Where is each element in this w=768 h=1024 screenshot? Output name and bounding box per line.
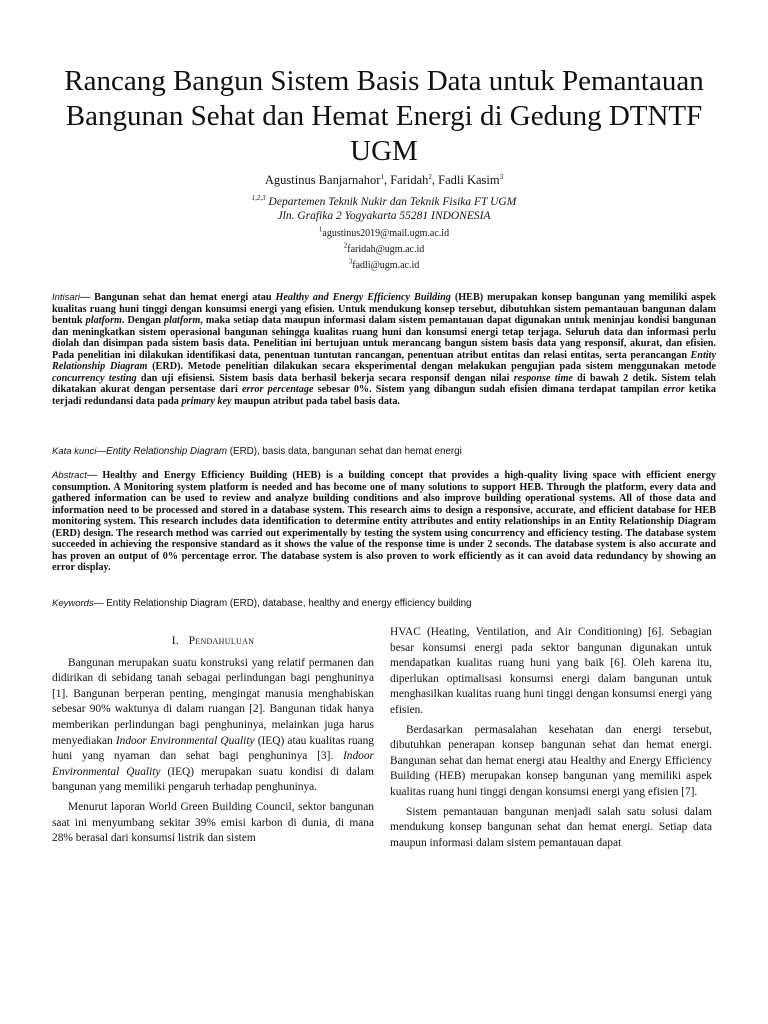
italic-term: primary key <box>181 395 232 407</box>
body-paragraph: Menurut laporan World Green Building Council, sektor bangunan saat ini menyumbang sekitar 39% emisi karbon di dunia, di mana 28% berasal dari konsumsi listrik dan sistem <box>52 800 374 845</box>
text: ketika terjadi redundansi data pada <box>52 384 716 407</box>
intisari-paragraph <box>52 292 716 407</box>
paper-title: Rancang Bangun Sistem Basis Data untuk Pemantauan Bangunan Sehat dan Hemat Energi di Gedung DTNTF UGM <box>64 65 704 167</box>
keywords-label: Keywords <box>52 598 94 609</box>
affiliation <box>40 195 728 223</box>
italic-term: platform <box>164 315 201 326</box>
text: maupun atribut pada tabel basis data. <box>231 395 400 407</box>
author-separator: , <box>431 173 439 187</box>
dash: — <box>96 446 107 457</box>
author-sup: 3 <box>499 172 504 181</box>
kata-kunci-label: Kata kunci <box>52 446 97 457</box>
body-paragraph: Sistem pemantauan bangunan menjadi salah satu solusi dalam mendukung konsep bangunan sehat dan hemat energi. Setiap data maupun informasi dalam sistem pemantauan dapat <box>390 805 712 849</box>
text: sebesar 0%. Sistem yang dibangun sudah efisien dimana terdapat tampilan <box>313 384 664 395</box>
text: Bangunan sehat dan hemat energi atau <box>94 292 276 303</box>
affiliation-sup: 1,2,3 <box>251 194 266 203</box>
italic-term: error <box>663 384 685 395</box>
text: Bangunan merupakan suatu konstruksi yang relatif permanen dan didirikan di sebidang tanah sebagai perlindungan bagi penghuninya [1]. Bangunan berperan penting, mengingat manusia menghabiskan sebesar 90% waktunya di dalam ruangan [2]. Bangunan tidak hanya memberikan perlindungan bagi penghuninya, melainkan juga harus menyediakan <box>52 656 374 747</box>
section-number: I. <box>171 635 180 647</box>
text: (IEQ) merupakan suatu kondisi di dalam bangunan yang memiliki pengaruh terhadap penghuninya. <box>52 765 375 794</box>
italic-term: Healthy and Energy Efficiency Building <box>275 292 451 303</box>
keywords-text: Entity Relationship Diagram (ERD), database, healthy and energy efficiency building <box>106 598 472 609</box>
author-separator: , <box>383 173 391 187</box>
body-paragraph <box>52 656 374 796</box>
email-address[interactable]: fadli@ugm.ac.id <box>352 260 420 271</box>
email-sup: 2 <box>343 241 348 250</box>
italic-term: Entity Relationship Diagram <box>106 446 228 457</box>
affiliation-address: Jln. Grafika 2 Yogyakarta 55281 INDONESIA <box>277 210 491 222</box>
affiliation-line: Departemen Teknik Nukir dan Teknik Fisika FT UGM <box>265 196 517 208</box>
author-list <box>40 173 728 188</box>
italic-term: concurrency testing <box>52 372 137 384</box>
text: (HEB) merupakan konsep bangunan yang memiliki aspek kualitas ruang huni tinggi dengan konsumsi energi yang efisien. Untuk mendukung konsep tersebut, dibutuhkan sistem pemantauan bangunan dalam bentuk <box>52 292 717 326</box>
kata-kunci-line <box>52 446 716 457</box>
author-name: Fadli Kasim <box>438 173 500 187</box>
author-name: Agustinus Banjarnahor <box>264 173 381 187</box>
text: dan uji efisiensi. Sistem basis data berhasil bekerja secara responsif dengan nilai <box>136 372 514 384</box>
email-address[interactable]: faridah@ugm.ac.id <box>347 244 425 255</box>
text: . Dengan <box>121 315 165 326</box>
abstract-label: Abstract <box>52 470 87 481</box>
email-line <box>40 257 728 271</box>
dash: — <box>86 470 103 481</box>
abstract-text: Healthy and Energy Efficiency Building (HEB) is a building concept that provides a high-quality living space with efficient energy consumption. A Monitoring system platform is needed and has become one of many solutions to support HEB. Through the platform, every data and gathered information can be used to review and analyze building conditions and also improve building operational systems. All of those data and information need to be processed and stored in a database system. This research aims to design a responsive, accurate, and efficient database for HEB monitoring system. This research includes data identification to determine entity attributes and entity relationships in an Entity Relationship Diagram (ERD) design. The research method was carried out experimentally by testing the system using concurrency and efficiency testing. The database system succeeded in achieving the responsive standard as it shows the value of the response time is under 2 seconds. The database system is also accurate and has proven an output of 0% percentage error. The database system is also proven to work efficiently as it can avoid data redundancy by showing an error display. <box>52 470 717 573</box>
italic-term: Indoor Environmental Quality <box>52 750 374 778</box>
text: (ERD). Metode penelitian dilakukan secara eksperimental dengan melakukan pengujian pada sistem menggunakan metode <box>147 361 717 372</box>
text: (ERD), basis data, bangunan sehat dan hemat energi <box>227 446 462 457</box>
author-sup: 2 <box>428 172 432 181</box>
email-address[interactable]: agustinus2019@mail.ugm.ac.id <box>322 228 450 239</box>
email-line <box>40 241 728 255</box>
text: (IEQ) atau kualitas ruang huni yang nyaman dan sehat bagi penghuninya [3]. <box>52 734 374 763</box>
italic-term: error percentage <box>241 384 314 395</box>
body-paragraph: Berdasarkan permasalahan kesehatan dan energi tersebut, dibutuhkan penerapan konsep bangunan sehat dan hemat energi. Bangunan sehat dan hemat energi atau Healthy and Energy Efficiency Building (HEB) merupakan konsep bangunan yang memiliki aspek kualitas ruang huni tinggi dengan konsumsi energi yang efisien [7]. <box>390 723 712 798</box>
email-line <box>40 225 728 239</box>
body-paragraph: HVAC (Heating, Ventilation, and Air Conditioning) [6]. Sebagian besar konsumsi energi pada sektor bangunan digunakan untuk mendapatkan kualitas ruang huni yang baik [6]. Oleh karena itu, diperlukan optimalisasi konsumsi energi dalam bangunan untuk menghasilkan kualitas ruang huni tinggi dengan konsumsi energi yang efisien. <box>390 626 712 716</box>
keywords-line <box>52 598 716 609</box>
text: di bawah 2 detik. Sistem telah dikatakan akurat dengan persentase dari <box>52 372 716 395</box>
section-title: endahuluan <box>195 635 255 647</box>
author-name: Faridah <box>390 173 429 187</box>
right-column <box>390 625 712 855</box>
email-sup: 1 <box>318 225 323 234</box>
dash: — <box>79 292 95 303</box>
italic-term: Indoor Environmental Quality <box>115 734 255 747</box>
author-sup: 1 <box>380 172 384 181</box>
email-sup: 3 <box>348 257 353 266</box>
intisari-label: Intisari <box>52 292 80 303</box>
section-initial: P <box>188 635 196 647</box>
italic-term: Entity Relationship Diagram <box>52 349 716 372</box>
left-column <box>52 634 374 851</box>
italic-term: platform <box>85 315 122 326</box>
text: , maka setiap data maupun informasi dalam sistem pemantauan dapat digunakan untuk meninjau kondisi bangunan dan meningkatkan sistem operasional bangunan sehingga kualitas ruang huni dan konsumsi energi tetap terjaga. Seluruh data dan informasi perlu diolah dan disimpan pada sistem basis data. Penelitian ini bertujuan untuk merancang bangun sistem basis data yang responsif, akurat, dan efisien. Pada penelitian ini dilakukan identifikasi data, penentuan tuntutan rancangan, penentuan atribut entitas dan relasi entitas, serta perancangan <box>52 315 716 361</box>
dash: — <box>93 598 107 609</box>
abstract-paragraph <box>52 470 716 574</box>
italic-term: response time <box>513 372 573 384</box>
section-heading <box>52 634 374 650</box>
